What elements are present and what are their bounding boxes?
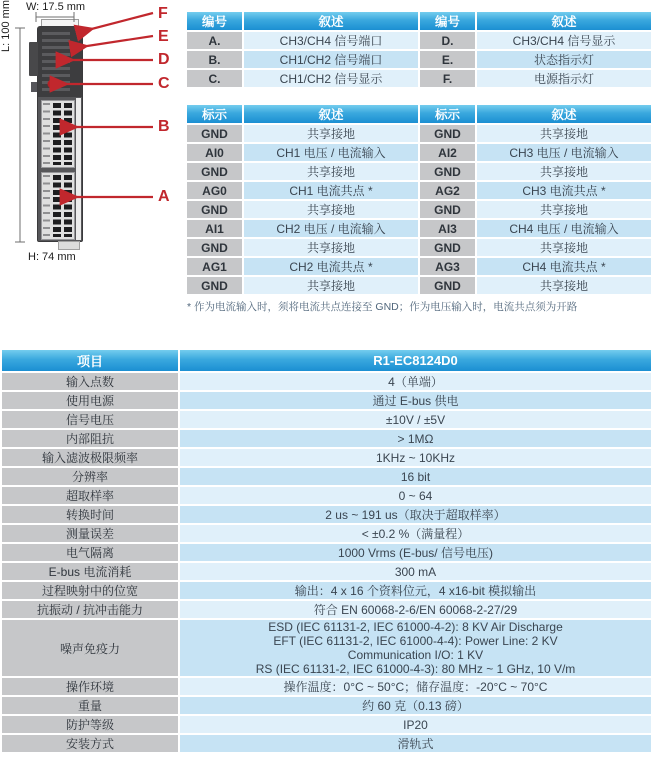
row-value: CH3 电压 / 电流输入 (477, 144, 651, 161)
row-label: GND (187, 125, 242, 142)
row-value: 2 us ~ 191 us（取决于超取样率） (180, 506, 651, 523)
spec-header-model: R1-EC8124D0 (180, 350, 651, 371)
row-label: 内部阻抗 (2, 430, 178, 447)
row-value: IP20 (180, 716, 651, 733)
table-row (2, 697, 651, 714)
row-label: C. (187, 70, 242, 87)
terminal-block-lower (41, 172, 75, 240)
spec-header-row (2, 350, 651, 371)
row-value: CH2 电压 / 电流输入 (244, 220, 418, 237)
table-row (2, 601, 651, 618)
row-label: GND (187, 239, 242, 256)
spec-header-item: 项目 (2, 350, 178, 371)
table-row (187, 125, 651, 142)
legend-header-row (187, 12, 651, 30)
row-value: 共享接地 (477, 125, 651, 142)
table-row (187, 277, 651, 294)
table-row (187, 163, 651, 180)
row-value: 滑轨式 (180, 735, 651, 752)
length-dimension-label: L: 100 mm (0, 0, 12, 52)
din-rail-clip (29, 42, 38, 76)
table-row (2, 525, 651, 542)
row-label: 测量误差 (2, 525, 178, 542)
row-value: ±10V / ±5V (180, 411, 651, 428)
row-value: 约 60 克（0.13 磅） (180, 697, 651, 714)
pin-header-mark-2: 标示 (420, 105, 475, 123)
row-value: 16 bit (180, 468, 651, 485)
row-label: 分辨率 (2, 468, 178, 485)
row-label: GND (420, 201, 475, 218)
row-label: AI0 (187, 144, 242, 161)
din-rail-clip-small (31, 82, 37, 92)
row-value: CH4 电流共点 * (477, 258, 651, 275)
row-value: < ±0.2 %（满量程） (180, 525, 651, 542)
callout-letter-e: E (158, 28, 169, 45)
legend-table (185, 10, 653, 89)
row-value: 共享接地 (244, 163, 418, 180)
table-row (2, 449, 651, 466)
table-row (187, 32, 651, 49)
terminal-block-upper (41, 100, 75, 168)
row-value: 共享接地 (477, 201, 651, 218)
row-value: 共享接地 (477, 239, 651, 256)
row-value: 0 ~ 64 (180, 487, 651, 504)
row-label: 抗振动 / 抗冲击能力 (2, 601, 178, 618)
row-value: 共享接地 (477, 277, 651, 294)
table-row (2, 373, 651, 390)
callout-letter-a: A (158, 188, 170, 205)
callout-letter-c: C (158, 75, 170, 92)
row-label: GND (420, 163, 475, 180)
row-label: B. (187, 51, 242, 68)
row-label: AI3 (420, 220, 475, 237)
height-dimension-label: H: 74 mm (28, 251, 76, 263)
row-value: CH1 电压 / 电流输入 (244, 144, 418, 161)
row-label: 转换时间 (2, 506, 178, 523)
vent-slots (42, 32, 70, 92)
terminal-holes-column (53, 175, 61, 237)
row-value: ESD (IEC 61131-2, IEC 61000-4-2): 8 KV Air Discharge EFT (IEC 61131-2, IEC 61000-4-4): Power Line: 2 KV Communication I/O: 1 KV RS (IEC 61131-2, IEC 61000-4-3): 80 MHz ~ 1 GHz, 10 V/m (180, 620, 651, 676)
callout-letter-f: F (158, 5, 168, 22)
table-row (187, 220, 651, 237)
row-label: AI2 (420, 144, 475, 161)
table-row (2, 678, 651, 695)
row-label: AG0 (187, 182, 242, 199)
row-value: CH1/CH2 信号显示 (244, 70, 418, 87)
pin-header-mark-1: 标示 (187, 105, 242, 123)
row-value: 共享接地 (244, 125, 418, 142)
row-value: 操作温度：0°C ~ 50°C；储存温度：-20°C ~ 70°C (180, 678, 651, 695)
row-value: 符合 EN 60068-2-6/EN 60068-2-27/29 (180, 601, 651, 618)
table-row (2, 411, 651, 428)
callout-letter-b: B (158, 118, 170, 135)
row-label: 超取样率 (2, 487, 178, 504)
device-side-edge (76, 98, 81, 240)
row-value: 300 mA (180, 563, 651, 580)
terminal-labels-strip (43, 103, 50, 165)
table-row (2, 716, 651, 733)
row-value: CH3 电流共点 * (477, 182, 651, 199)
table-row (2, 620, 651, 676)
row-label: 使用电源 (2, 392, 178, 409)
row-value: CH1 电流共点 * (244, 182, 418, 199)
row-label: A. (187, 32, 242, 49)
table-row (187, 70, 651, 87)
legend-header-desc-2: 叙述 (477, 12, 651, 30)
row-label: GND (187, 277, 242, 294)
pin-table (185, 103, 653, 296)
table-row (187, 182, 651, 199)
row-value: 共享接地 (244, 277, 418, 294)
row-value: CH3/CH4 信号端口 (244, 32, 418, 49)
spec-table (0, 348, 653, 754)
pin-header-desc-2: 叙述 (477, 105, 651, 123)
device-foot (58, 241, 80, 250)
table-row (2, 544, 651, 561)
row-value: 输出：4 x 16 个资料位元，4 x16-bit 模拟输出 (180, 582, 651, 599)
pin-header-desc-1: 叙述 (244, 105, 418, 123)
row-value: CH4 电压 / 电流输入 (477, 220, 651, 237)
top-tables-area (185, 10, 651, 314)
row-label: E-bus 电流消耗 (2, 563, 178, 580)
table-row (2, 468, 651, 485)
device-body (37, 26, 83, 242)
row-label: AG1 (187, 258, 242, 275)
row-label: 过程映射中的位宽 (2, 582, 178, 599)
table-row (2, 735, 651, 752)
row-value: 共享接地 (477, 163, 651, 180)
table-row (2, 582, 651, 599)
legend-header-desc-1: 叙述 (244, 12, 418, 30)
row-label: 噪声免疫力 (2, 620, 178, 676)
terminal-labels-strip (43, 175, 50, 237)
table-row (187, 239, 651, 256)
table-row (2, 506, 651, 523)
row-value: 共享接地 (244, 239, 418, 256)
spec-table-area (0, 348, 653, 754)
row-value: 1000 Vrms (E-bus/ 信号电压) (180, 544, 651, 561)
row-label: 电气隔离 (2, 544, 178, 561)
device-figure (0, 0, 185, 310)
table-row (2, 487, 651, 504)
table-row (187, 201, 651, 218)
legend-header-number-1: 编号 (187, 12, 242, 30)
terminal-holes-column (64, 103, 72, 165)
row-label: GND (187, 163, 242, 180)
row-label: GND (420, 239, 475, 256)
row-label: F. (420, 70, 475, 87)
row-value: 通过 E-bus 供电 (180, 392, 651, 409)
terminal-holes-column (53, 103, 61, 165)
row-label: 防护等级 (2, 716, 178, 733)
row-label: 操作环境 (2, 678, 178, 695)
row-value: 共享接地 (244, 201, 418, 218)
legend-header-number-2: 编号 (420, 12, 475, 30)
row-value: CH2 电流共点 * (244, 258, 418, 275)
row-value: > 1MΩ (180, 430, 651, 447)
row-value: 电源指示灯 (477, 70, 651, 87)
row-value: 1KHz ~ 10KHz (180, 449, 651, 466)
row-label: 输入滤波极限频率 (2, 449, 178, 466)
table-row (187, 258, 651, 275)
table-row (2, 563, 651, 580)
table-row (2, 430, 651, 447)
row-label: GND (420, 125, 475, 142)
table-row (187, 51, 651, 68)
row-label: 重量 (2, 697, 178, 714)
row-label: AG2 (420, 182, 475, 199)
row-label: GND (187, 201, 242, 218)
table-row (2, 392, 651, 409)
row-label: AG3 (420, 258, 475, 275)
row-value: CH3/CH4 信号显示 (477, 32, 651, 49)
row-label: 安装方式 (2, 735, 178, 752)
row-label: E. (420, 51, 475, 68)
callout-letter-d: D (158, 51, 170, 68)
device-upper-housing (38, 27, 82, 97)
row-label: GND (420, 277, 475, 294)
width-dimension-label: W: 17.5 mm (26, 1, 86, 13)
table-row (187, 144, 651, 161)
row-label: 输入点数 (2, 373, 178, 390)
row-value: 状态指示灯 (477, 51, 651, 68)
row-value: 4（单端） (180, 373, 651, 390)
row-label: AI1 (187, 220, 242, 237)
pin-header-row (187, 105, 651, 123)
pin-table-footnote: * 作为电流输入时，须将电流共点连接至 GND；作为电压输入时，电流共点须为开路 (187, 301, 578, 313)
row-label: 信号电压 (2, 411, 178, 428)
terminal-holes-column (64, 175, 72, 237)
row-label: D. (420, 32, 475, 49)
row-value: CH1/CH2 信号端口 (244, 51, 418, 68)
figure-annotations (0, 0, 185, 310)
